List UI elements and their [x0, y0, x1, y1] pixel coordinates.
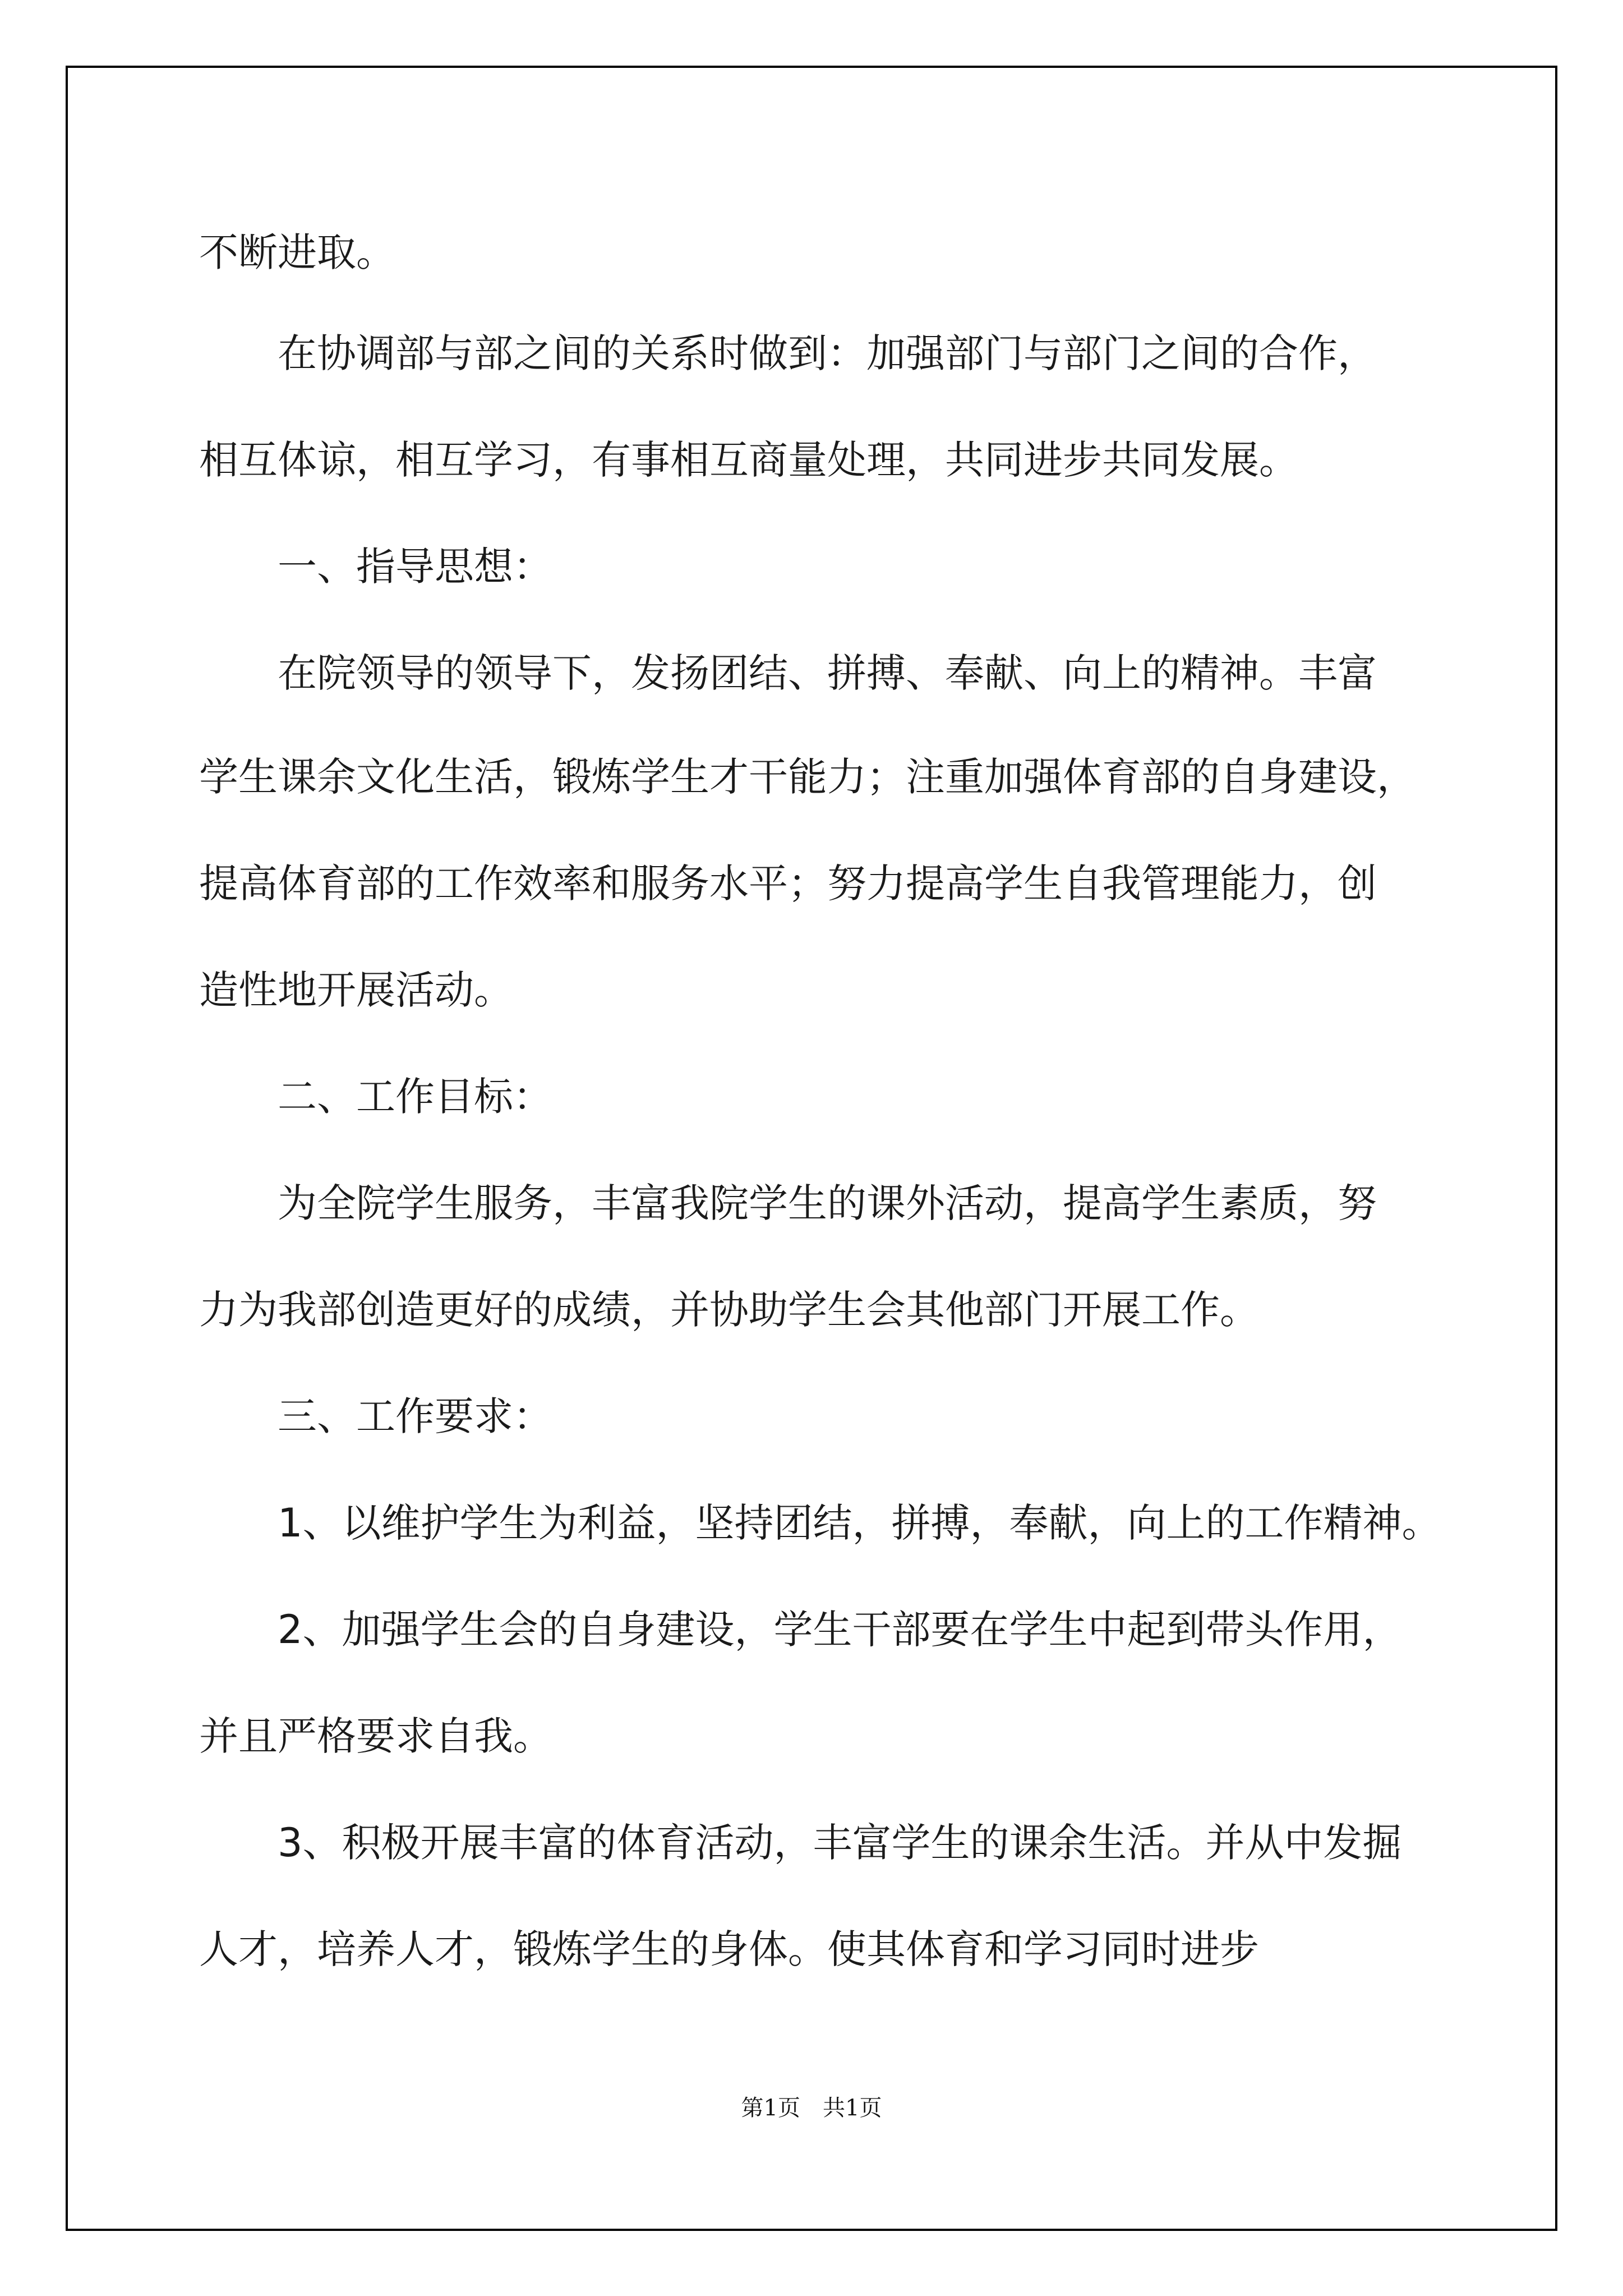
text-line: 人才，培养人才，锻炼学生的身体。使其体育和学习同时进步 [199, 1926, 1259, 1972]
text-line: 3、积极开展丰富的体育活动，丰富学生的课余生活。并从中发掘 [199, 1820, 1402, 1866]
page-border [66, 66, 1557, 2231]
section-heading: 三、工作要求： [199, 1393, 552, 1439]
section-heading: 二、工作目标： [199, 1074, 552, 1120]
text-line: 2、加强学生会的自身建设，学生干部要在学生中起到带头作用， [199, 1607, 1402, 1653]
text-line: 为全院学生服务，丰富我院学生的课外活动，提高学生素质，努 [199, 1180, 1377, 1226]
text-line: 不断进取。 [199, 229, 395, 275]
page-number-footer: 第1页 共1页 [741, 2095, 882, 2121]
text-line: 在院领导的领导下，发扬团结、拼搏、奉献、向上的精神。丰富 [199, 650, 1377, 696]
text-line: 提高体育部的工作效率和服务水平；努力提高学生自我管理能力，创 [199, 861, 1377, 907]
text-line: 学生课余文化生活，锻炼学生才干能力；注重加强体育部的自身建设， [199, 754, 1416, 800]
section-heading: 一、指导思想： [199, 544, 552, 590]
text-line: 造性地开展活动。 [199, 967, 513, 1013]
text-line: 在协调部与部之间的关系时做到：加强部门与部门之间的合作， [199, 330, 1377, 376]
text-line: 并且严格要求自我。 [199, 1713, 552, 1759]
text-line: 力为我部创造更好的成绩，并协助学生会其他部门开展工作。 [199, 1287, 1259, 1333]
text-line: 1、以维护学生为利益，坚持团结，拼搏，奉献，向上的工作精神。 [199, 1500, 1441, 1546]
text-line: 相互体谅，相互学习，有事相互商量处理，共同进步共同发展。 [199, 437, 1298, 483]
